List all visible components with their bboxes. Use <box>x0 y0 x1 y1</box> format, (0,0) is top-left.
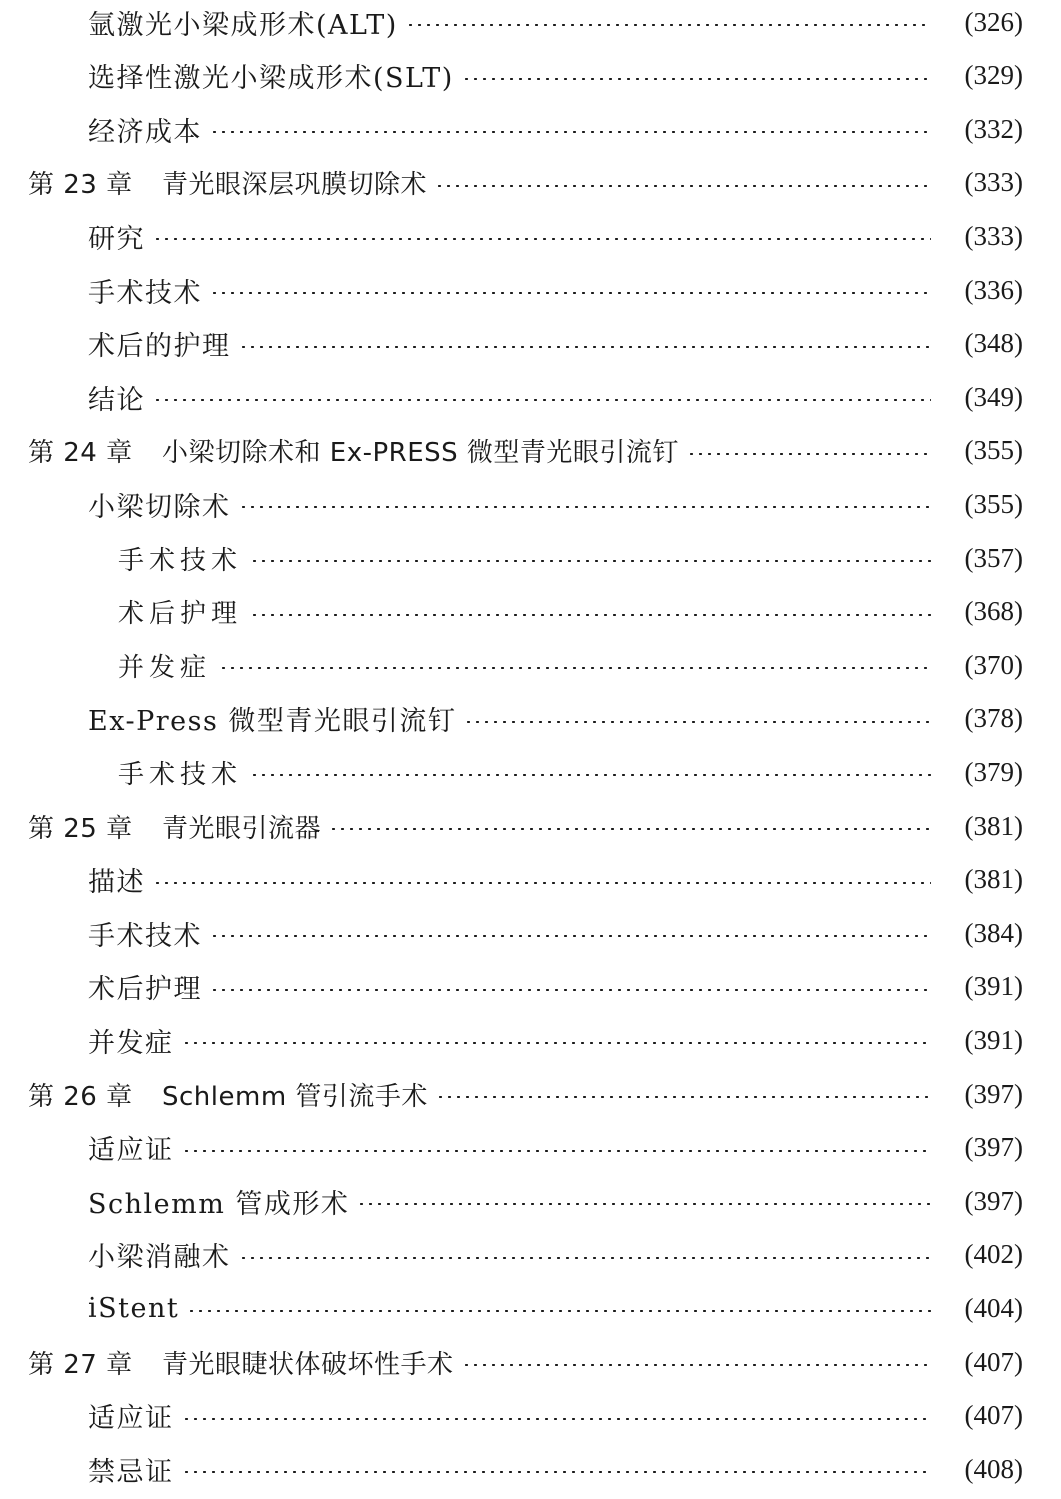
chapter-name: 青光眼深层巩膜切除术 <box>162 170 428 201</box>
dot-leader <box>687 453 931 455</box>
page-number: (332) <box>964 113 1023 144</box>
toc-entry-row[interactable] <box>0 1128 1061 1168</box>
dot-leader <box>210 131 931 133</box>
toc-entry-row[interactable] <box>0 538 1061 578</box>
page-number: (368) <box>964 596 1023 627</box>
page-number: (402) <box>964 1239 1023 1270</box>
page-number: (357) <box>964 542 1023 573</box>
entry-title: 小梁切除术 <box>88 491 231 523</box>
toc-entry-row[interactable] <box>0 1396 1061 1436</box>
page-number: (404) <box>964 1292 1023 1323</box>
entry-title: 结论 <box>88 384 145 416</box>
page-number: (378) <box>964 703 1023 734</box>
page-number: (397) <box>964 1132 1023 1163</box>
page-number: (397) <box>964 1185 1023 1216</box>
entry-title: 小梁消融术 <box>88 1242 231 1274</box>
dot-leader <box>462 1364 931 1366</box>
dot-leader <box>182 1150 932 1152</box>
entry-title: 手术技术 <box>118 545 243 576</box>
dot-leader <box>239 506 932 508</box>
chapter-number: 第 23 章 <box>28 170 133 201</box>
page-number: (384) <box>964 917 1023 948</box>
dot-leader <box>153 238 931 240</box>
dot-leader <box>210 292 931 294</box>
toc-entry-row[interactable] <box>0 1181 1061 1221</box>
dot-leader <box>210 935 931 937</box>
toc-entry-row[interactable] <box>0 216 1061 256</box>
dot-leader <box>182 1418 932 1420</box>
toc-entry-row[interactable] <box>0 699 1061 739</box>
chapter-title <box>28 164 435 201</box>
toc-entry-row[interactable] <box>0 2 1061 42</box>
toc-entry-row[interactable] <box>0 56 1061 96</box>
page-number: (329) <box>964 60 1023 91</box>
page-number: (326) <box>964 6 1023 37</box>
dot-leader <box>219 667 931 669</box>
toc-entry-row[interactable] <box>0 377 1061 417</box>
entry-title: 选择性激光小梁成形术(SLT) <box>88 63 454 95</box>
entry-title: iStent <box>88 1292 180 1324</box>
entry-title: 经济成本 <box>88 116 202 148</box>
chapter-title <box>28 1076 436 1113</box>
toc-chapter-row[interactable] <box>0 1342 1061 1382</box>
page-number: (333) <box>964 220 1023 251</box>
toc-entry-row[interactable] <box>0 1288 1061 1328</box>
page-number: (408) <box>964 1453 1023 1484</box>
chapter-name: Schlemm 管引流手术 <box>162 1081 428 1112</box>
entry-title: 并发症 <box>88 1027 174 1059</box>
chapter-title <box>28 432 687 469</box>
toc-entry-row[interactable] <box>0 484 1061 524</box>
page-number: (370) <box>964 649 1023 680</box>
entry-title: 适应证 <box>88 1403 174 1435</box>
page-number: (391) <box>964 1024 1023 1055</box>
toc-entry-row[interactable] <box>0 1020 1061 1060</box>
entry-title: 手术技术 <box>88 277 202 309</box>
entry-title: 手术技术 <box>88 920 202 952</box>
toc-entry-row[interactable] <box>0 645 1061 685</box>
toc-entry-row[interactable] <box>0 1449 1061 1489</box>
chapter-name: 青光眼睫状体破坏性手术 <box>162 1349 454 1380</box>
dot-leader <box>462 78 931 80</box>
dot-leader <box>239 346 932 348</box>
page-number: (407) <box>964 1400 1023 1431</box>
dot-leader <box>464 721 931 723</box>
page-number: (379) <box>964 756 1023 787</box>
entry-title: 术后的护理 <box>88 331 231 363</box>
dot-leader <box>357 1203 931 1205</box>
chapter-number: 第 25 章 <box>28 813 133 844</box>
chapter-number: 第 27 章 <box>28 1349 133 1380</box>
entry-title: 禁忌证 <box>88 1456 174 1488</box>
dot-leader <box>250 560 931 562</box>
toc-entry-row[interactable] <box>0 967 1061 1007</box>
page-number: (397) <box>964 1078 1023 1109</box>
page-number: (381) <box>964 864 1023 895</box>
toc-entry-row[interactable] <box>0 109 1061 149</box>
entry-title: 术后护理 <box>88 974 202 1006</box>
toc-entry-row[interactable] <box>0 1235 1061 1275</box>
toc-chapter-row[interactable] <box>0 431 1061 471</box>
entry-title: 术后护理 <box>118 599 243 630</box>
chapter-number: 第 26 章 <box>28 1081 133 1112</box>
dot-leader <box>435 185 931 187</box>
entry-title: 并发症 <box>118 652 212 683</box>
page-number: (355) <box>964 488 1023 519</box>
dot-leader <box>239 1257 932 1259</box>
entry-title: 研究 <box>88 223 145 255</box>
dot-leader <box>436 1096 931 1098</box>
entry-title: 描述 <box>88 867 145 899</box>
entry-title: Ex-Press 微型青光眼引流钉 <box>88 706 457 738</box>
toc-chapter-row[interactable] <box>0 806 1061 846</box>
toc-chapter-row[interactable] <box>0 163 1061 203</box>
toc-entry-row[interactable] <box>0 592 1061 632</box>
dot-leader <box>187 1310 931 1312</box>
chapter-title <box>28 808 329 845</box>
dot-leader <box>210 989 931 991</box>
dot-leader <box>250 774 931 776</box>
toc-entry-row[interactable] <box>0 324 1061 364</box>
page-number: (348) <box>964 328 1023 359</box>
toc-entry-row[interactable] <box>0 913 1061 953</box>
dot-leader <box>182 1471 932 1473</box>
dot-leader <box>153 399 931 401</box>
toc-entry-row[interactable] <box>0 860 1061 900</box>
entry-title: 氩激光小梁成形术(ALT) <box>88 9 398 41</box>
chapter-title <box>28 1344 462 1381</box>
toc-entry-row[interactable] <box>0 752 1061 792</box>
dot-leader <box>250 614 931 616</box>
dot-leader <box>182 1042 932 1044</box>
entry-title: 适应证 <box>88 1135 174 1167</box>
entry-title: 手术技术 <box>118 759 243 790</box>
page-number: (355) <box>964 435 1023 466</box>
page-number: (333) <box>964 167 1023 198</box>
dot-leader <box>153 882 931 884</box>
toc-chapter-row[interactable] <box>0 1074 1061 1114</box>
toc-entry-row[interactable] <box>0 270 1061 310</box>
chapter-number: 第 24 章 <box>28 438 133 469</box>
page-number: (391) <box>964 971 1023 1002</box>
page-number: (336) <box>964 274 1023 305</box>
dot-leader <box>406 24 931 26</box>
page-number: (349) <box>964 381 1023 412</box>
page-number: (407) <box>964 1346 1023 1377</box>
dot-leader <box>329 828 931 830</box>
chapter-name: 青光眼引流器 <box>162 813 322 844</box>
entry-title: Schlemm 管成形术 <box>88 1188 350 1220</box>
page-number: (381) <box>964 810 1023 841</box>
chapter-name: 小梁切除术和 Ex-PRESS 微型青光眼引流钉 <box>162 438 679 469</box>
